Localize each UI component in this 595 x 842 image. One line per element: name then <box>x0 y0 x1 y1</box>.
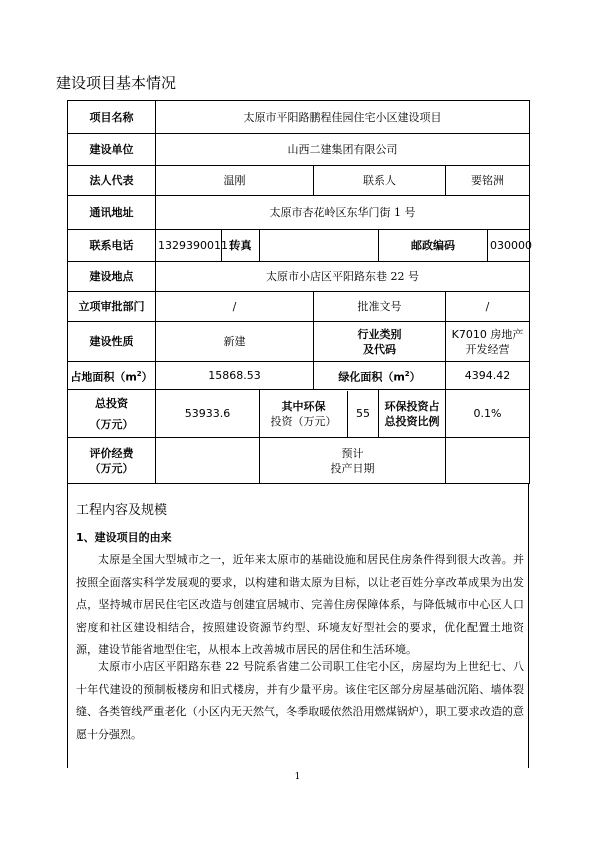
land-area-label-text: 占地面积（m <box>70 370 137 384</box>
table-row <box>68 230 530 262</box>
land-area-label-end: ） <box>141 370 153 384</box>
legal-rep-label: 法人代表 <box>68 166 156 196</box>
phone-value: 13293900111 <box>156 230 222 262</box>
site-value: 太原市小店区平阳路东巷 22 号 <box>156 262 530 292</box>
eval-fee-label-line2: （万元） <box>89 461 134 475</box>
land-area-label <box>68 362 156 390</box>
project-content-section <box>67 483 529 768</box>
nature-value: 新建 <box>156 322 314 362</box>
env-investment-label-line1: 其中环保 <box>281 399 326 413</box>
builder-label: 建设单位 <box>68 134 156 166</box>
table-row <box>68 390 530 438</box>
table-row <box>68 134 530 166</box>
approval-dept-label: 立项审批部门 <box>68 292 156 322</box>
eval-fee-value <box>156 438 260 484</box>
green-area-value: 4394.42 <box>446 362 530 390</box>
env-ratio-value: 0.1% <box>446 390 530 438</box>
env-ratio-label <box>379 390 446 438</box>
table-row <box>68 196 530 230</box>
sub-title: 1、建设项目的由来 <box>76 531 172 544</box>
address-label: 通讯地址 <box>68 196 156 230</box>
table-row <box>68 438 530 484</box>
contact-value: 要铭洲 <box>446 166 530 196</box>
project-info-table <box>67 100 530 484</box>
table-row <box>68 101 530 134</box>
total-investment-label-line2: （万元） <box>89 417 134 431</box>
project-name-label: 项目名称 <box>68 101 156 134</box>
green-area-label-sup: 2 <box>404 369 410 378</box>
eval-fee-label <box>68 438 156 484</box>
phone-label: 联系电话 <box>68 230 156 262</box>
production-date-label-line2: 投产日期 <box>330 461 375 475</box>
table-row <box>68 166 530 196</box>
section-title: 工程内容及规模 <box>76 503 168 518</box>
industry-label-line1: 行业类别 <box>357 327 402 341</box>
builder-value: 山西二建集团有限公司 <box>156 134 530 166</box>
table-row <box>68 262 530 292</box>
nature-label: 建设性质 <box>68 322 156 362</box>
production-date-label-line1: 预计 <box>341 446 364 460</box>
land-area-value: 15868.53 <box>156 362 314 390</box>
env-investment-value: 55 <box>356 407 370 420</box>
land-area-label-sup: 2 <box>136 369 142 378</box>
page-number: 1 <box>294 772 301 782</box>
industry-label-line2: 及代码 <box>363 342 396 356</box>
fax-value <box>260 230 379 262</box>
total-investment-label-line1: 总投资 <box>95 396 128 410</box>
total-investment-value: 53933.6 <box>156 390 260 438</box>
table-row <box>68 292 530 322</box>
fax-label: 传真 <box>222 230 260 262</box>
production-date-value <box>446 438 530 484</box>
env-investment-label-line2: 投资（万元） <box>270 414 337 428</box>
env-ratio-label-line2: 总投资比例 <box>384 414 440 428</box>
approval-no-label: 批准文号 <box>314 292 446 322</box>
eval-fee-label-line1: 评价经费 <box>89 446 134 460</box>
approval-dept-value: / <box>156 292 314 322</box>
contact-label: 联系人 <box>314 166 446 196</box>
table-row <box>68 322 530 362</box>
env-ratio-label-line1: 环保投资占 <box>384 399 440 413</box>
env-investment-label <box>260 390 379 438</box>
production-date-label <box>260 438 446 484</box>
industry-label <box>314 322 446 362</box>
paragraph-1: 太原是全国大型城市之一，近年来太原市的基础设施和居民住房条件得到很大改善。并按照全面落实科学发展观的要求，以构建和谐太原为目标，以让老百姓分享改革成果为出发点，坚持城市居民住宅区改造与创建宜居城市、完善住房保障体系，与降低城市中心区人口密度和社区建设相结合，按照建设资源节约型、环境友好型社会的要求，优化配置土地资源，建设节能省地型住宅，从根本上改善城市居民的居住和生活环境。 <box>76 553 524 656</box>
address-value: 太原市杏花岭区东华门街 1 号 <box>156 196 530 230</box>
page-heading: 建设项目基本情况 <box>56 74 177 92</box>
postcode-label: 邮政编码 <box>379 230 488 262</box>
paragraph-2: 太原市小店区平阳路东巷 22 号院系省建二公司职工住宅小区，房屋均为上世纪七、八十年代建设的预制板楼房和旧式楼房，并有少量平房。该住宅区部分房屋基础沉陷、墙体裂缝、各类管线严重老化（小区内无天然气，冬季取暖依然沿用燃煤锅炉），职工要求改造的意愿十分强烈。 <box>76 660 524 741</box>
table-row <box>68 362 530 390</box>
postcode-value: 030000 <box>488 230 530 262</box>
industry-value: K7010 房地产开发经营 <box>446 322 530 362</box>
approval-no-value: / <box>446 292 530 322</box>
green-area-label-text: 绿化面积（m <box>338 370 405 384</box>
green-area-label-end: ） <box>409 370 421 384</box>
total-investment-label <box>68 390 156 438</box>
legal-rep-value: 温刚 <box>156 166 314 196</box>
site-label: 建设地点 <box>68 262 156 292</box>
project-name-value: 太原市平阳路鹏程佳园住宅小区建设项目 <box>156 101 530 134</box>
green-area-label <box>314 362 446 390</box>
